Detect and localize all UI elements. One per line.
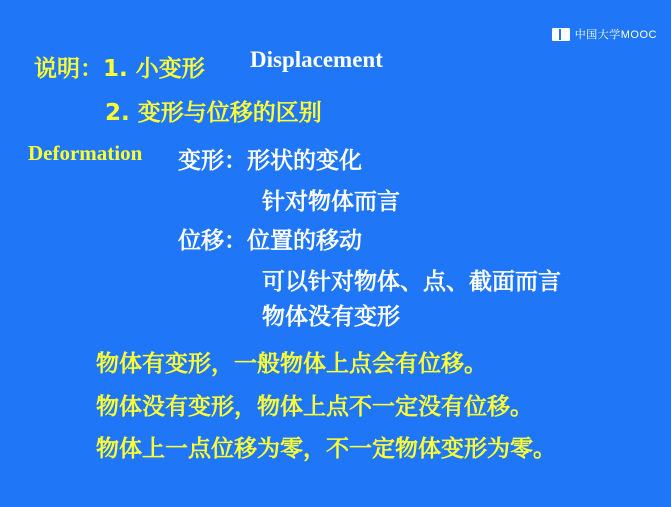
deformation-scope: 针对物体而言 bbox=[262, 189, 400, 215]
no-deformation-note: 物体没有变形 bbox=[262, 304, 400, 330]
mooc-watermark bbox=[552, 26, 657, 42]
displacement-scope: 可以针对物体、点、截面而言 bbox=[262, 269, 561, 295]
displacement-definition: 位移：位置的移动 bbox=[178, 228, 362, 254]
deformation-term: Deformation bbox=[28, 141, 143, 165]
displacement-term: Displacement bbox=[250, 47, 383, 72]
deformation-definition: 变形：形状的变化 bbox=[178, 148, 362, 174]
conclusion-line-3: 物体上一点位移为零，不一定物体变形为零。 bbox=[96, 436, 556, 462]
note-label: 说明：1. 小变形 bbox=[34, 56, 205, 82]
watermark-label: 中国大学MOOC bbox=[574, 29, 657, 41]
conclusion-line-2: 物体没有变形，物体上点不一定没有位移。 bbox=[96, 394, 533, 420]
note-item-2: 2. 变形与位移的区别 bbox=[105, 100, 322, 126]
conclusion-line-1: 物体有变形，一般物体上点会有位移。 bbox=[96, 351, 487, 377]
book-icon bbox=[552, 28, 570, 41]
